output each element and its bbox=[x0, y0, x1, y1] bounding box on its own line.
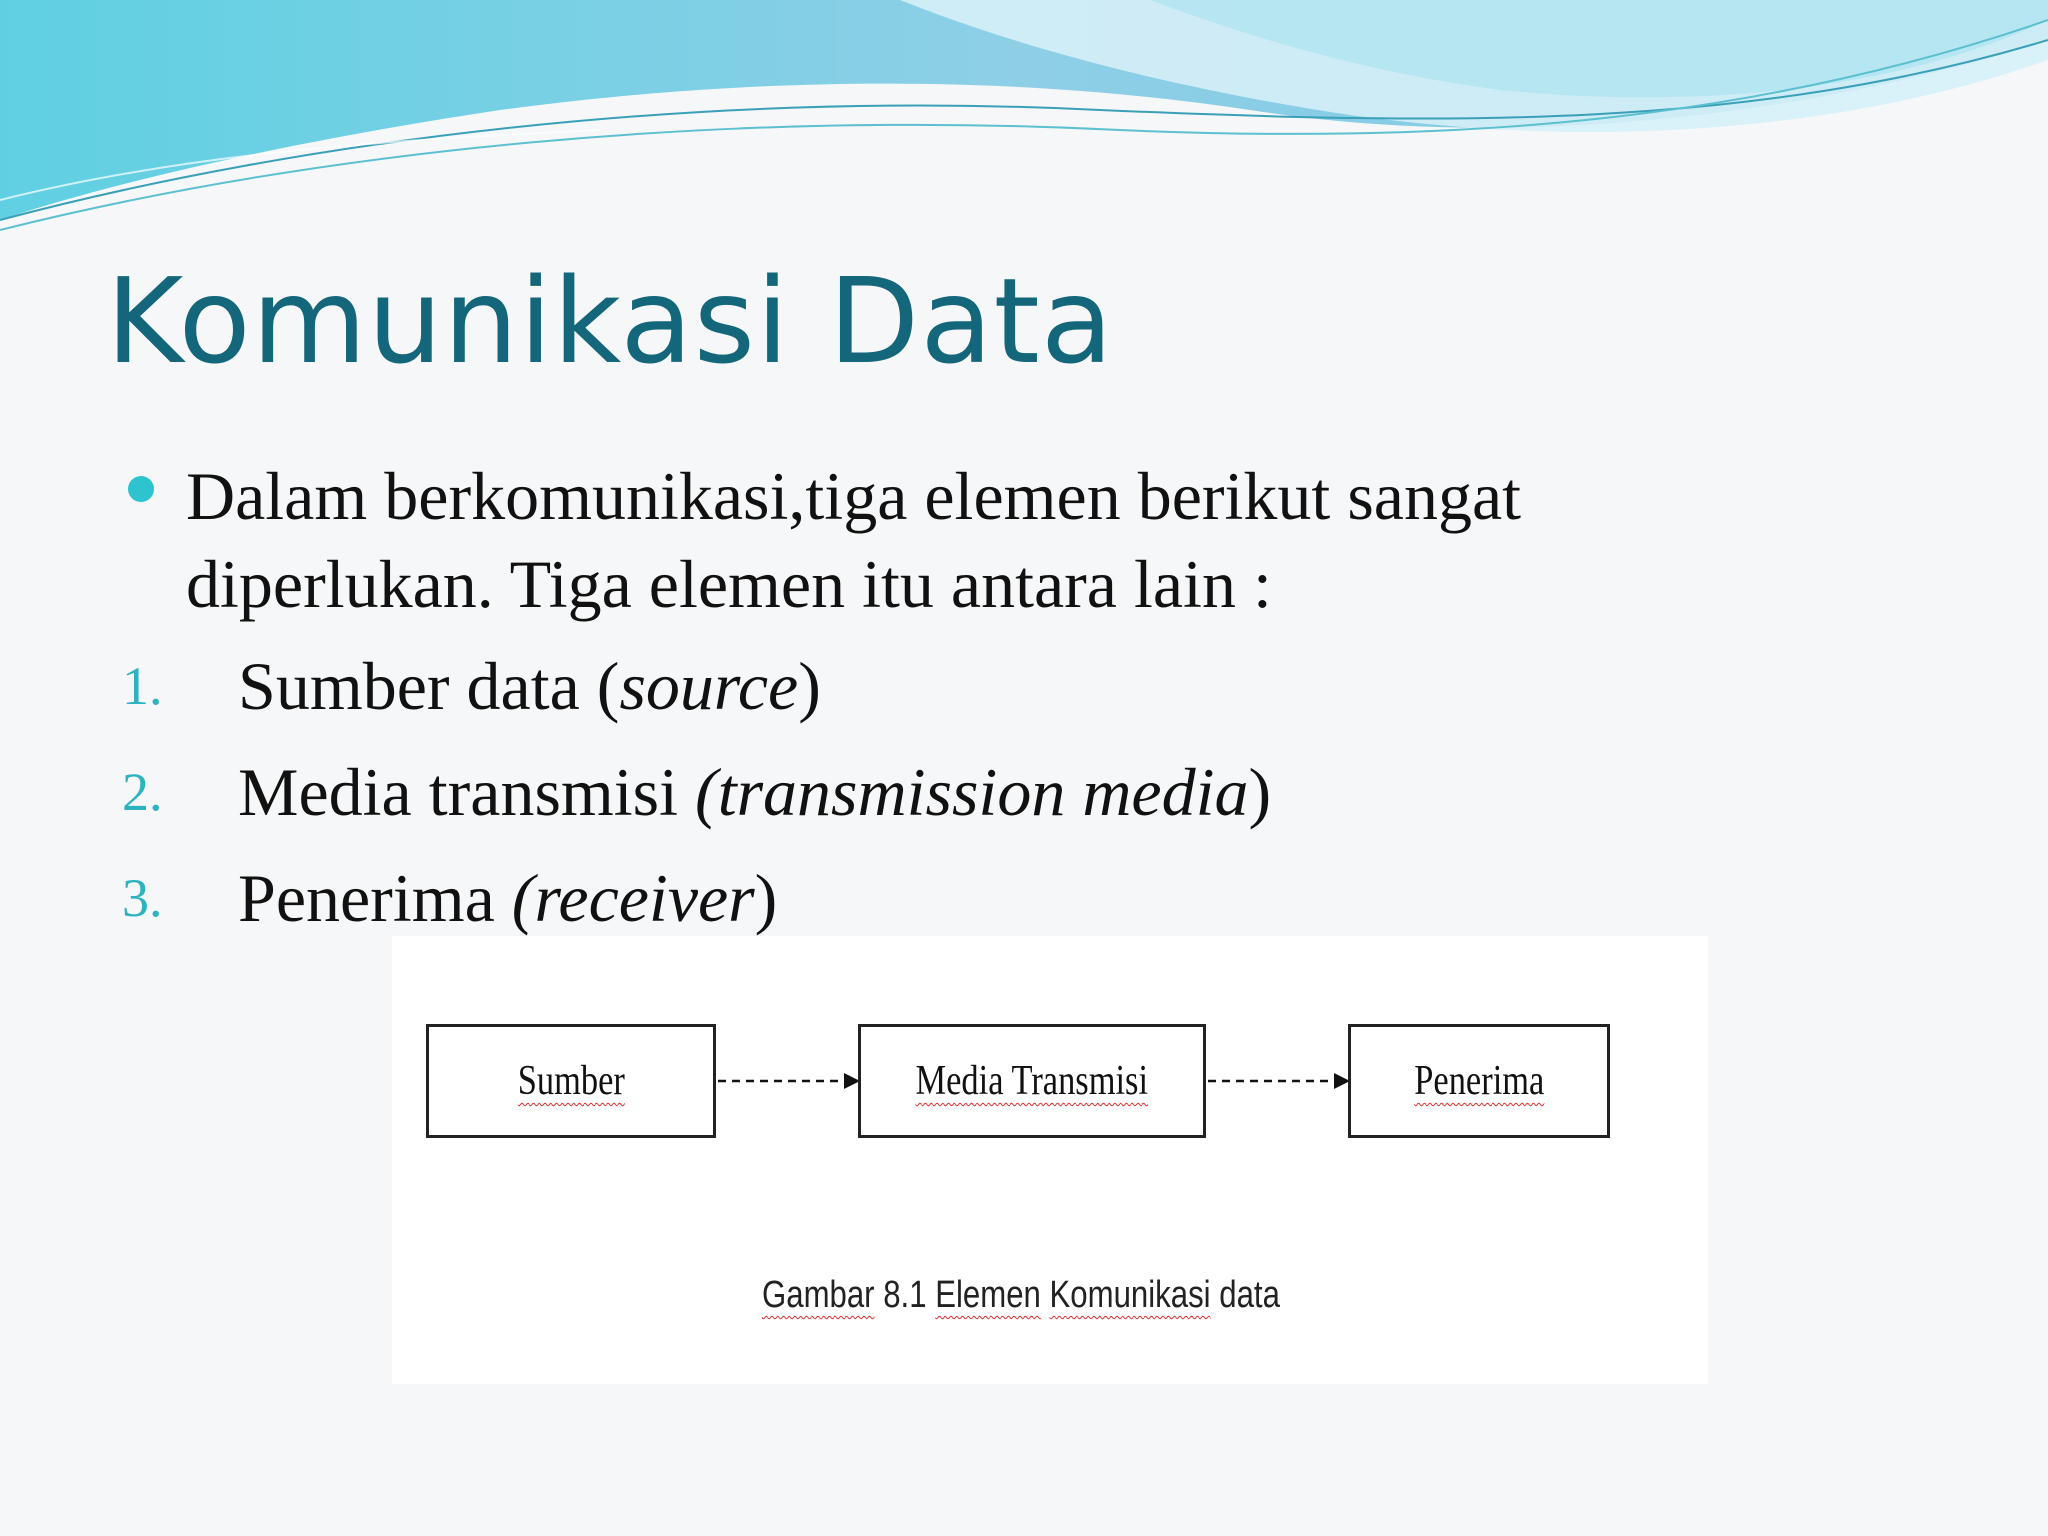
list-number: 1. bbox=[122, 656, 163, 716]
figure-caption: Gambar 8.1 Elemen Komunikasi data bbox=[762, 1274, 1280, 1316]
slide-title: Komunikasi Data bbox=[106, 252, 1115, 390]
bullet-line-2: diperlukan. Tiga elemen itu antara lain : bbox=[186, 546, 1272, 622]
media-box: Media Transmisi bbox=[858, 1024, 1206, 1138]
bullet-dot-icon bbox=[128, 476, 154, 502]
list-text: Penerima (receiver) bbox=[238, 860, 778, 936]
arrow-icon bbox=[716, 1066, 862, 1096]
arrow-icon bbox=[1206, 1066, 1352, 1096]
list-number: 2. bbox=[122, 762, 163, 822]
source-box: Sumber bbox=[426, 1024, 716, 1138]
receiver-box: Penerima bbox=[1348, 1024, 1610, 1138]
list-number: 3. bbox=[122, 868, 163, 928]
list-text: Media transmisi (transmission media) bbox=[238, 754, 1272, 830]
bullet-line-1: Dalam berkomunikasi,tiga elemen berikut sangat bbox=[186, 458, 1522, 534]
communication-diagram bbox=[392, 936, 1708, 1384]
list-text: Sumber data (source) bbox=[238, 648, 821, 724]
header-wave-decoration bbox=[0, 0, 2048, 240]
bullet-text bbox=[186, 452, 1886, 628]
